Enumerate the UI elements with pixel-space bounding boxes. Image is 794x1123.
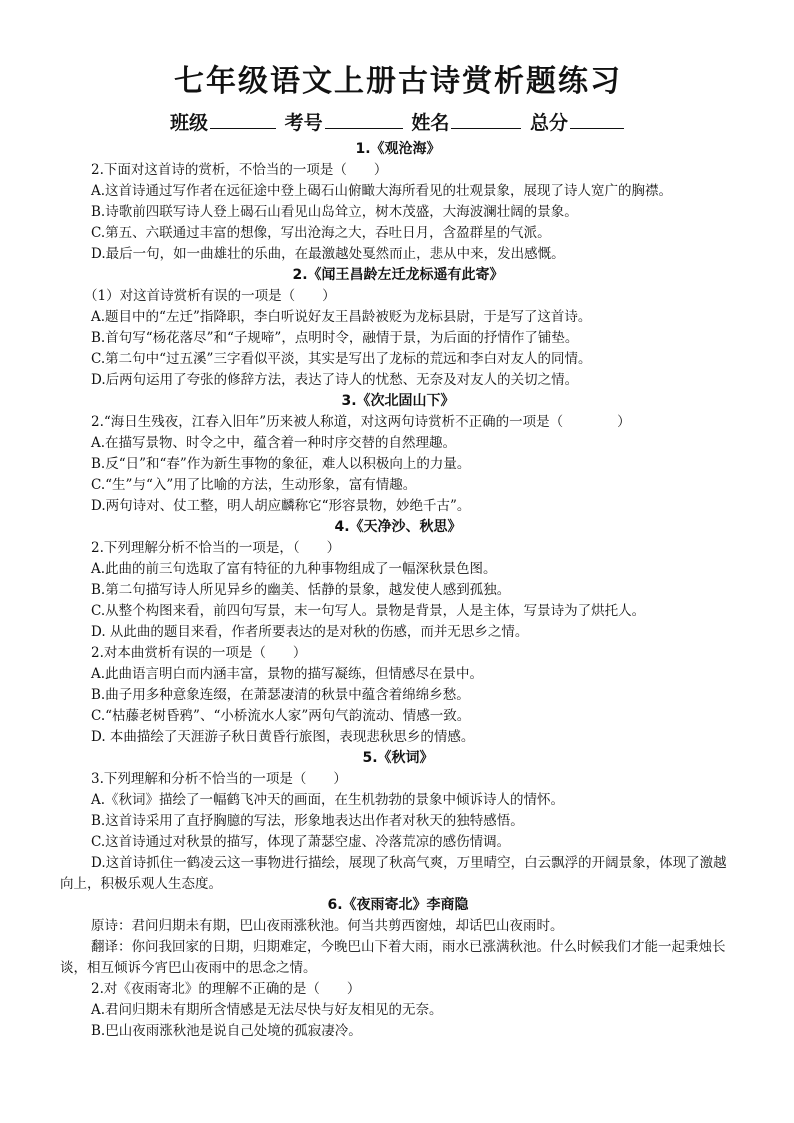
- option-b: B.第二句描写诗人所见异乡的幽美、恬静的景象，越发使人感到孤独。: [91, 582, 511, 598]
- option-c: C.从整个构图来看，前四句写景，末一句写人。景物是背景，人是主体，写景诗为了烘托人。: [91, 603, 646, 619]
- section-title: 1.《观沧海》: [355, 141, 441, 157]
- number-blank: [325, 108, 403, 129]
- option-b: B.首句写“杨花落尽”和“子规啼”，点明时令，融情于景，为后面的抒情作了铺垫。: [91, 330, 579, 346]
- option-c: C.这首诗通过对秋景的描写，体现了萧瑟空虚、冷落荒凉的感伤情调。: [91, 834, 511, 850]
- translation: 翻译：你问我回家的日期，归期难定，今晚巴山下着大雨，雨水已涨满秋池。什么时候我们才能一起秉烛长谈，相互倾诉今宵巴山夜雨中的思念之情。: [60, 939, 726, 976]
- option-c: C.第五、六联通过丰富的想像，写出沧海之大，吞吐日月，含盈群星的气派。: [91, 225, 551, 241]
- score-label: 总分: [529, 112, 568, 134]
- option-a: A.此曲的前三句选取了富有特征的九种事物组成了一幅深秋景色图。: [91, 561, 497, 577]
- class-blank: [210, 108, 276, 129]
- original-poem: 原诗：君问归期未有期，巴山夜雨涨秋池。何当共剪西窗烛，却话巴山夜雨时。: [91, 918, 564, 934]
- section-title: 2.《闻王昌龄左迁龙标遥有此寄》: [292, 267, 504, 283]
- option-d: D.最后一句，如一曲雄壮的乐曲，在最激越处戛然而止，悲从中来，发出感慨。: [91, 246, 565, 262]
- option-b: B.曲子用多种意象连缀，在萧瑟凄清的秋景中蕴含着绵绵乡愁。: [91, 687, 470, 703]
- option-c: C.第二句中“过五溪”三字看似平淡，其实是写出了龙标的荒远和李白对友人的同情。: [91, 351, 592, 367]
- question-stem: 2.下面对这首诗的赏析，不恰当的一项是（ ）: [91, 162, 388, 178]
- score-blank: [570, 108, 624, 129]
- option-a: A.题目中的“左迁”指降职，李白听说好友王昌龄被贬为龙标县尉，于是写了这首诗。: [91, 309, 592, 325]
- option-d: D.这首诗抓住一鹤凌云这一事物进行描绘，展现了秋高气爽，万里晴空，白云飘浮的开阔景象，体现了激越向上，积极乐观人生态度。: [60, 855, 727, 892]
- option-c: C.“生”与“入”用了比喻的方法，生动形象，富有情趣。: [91, 477, 417, 493]
- question-stem: 2.“海日生残夜，江春入旧年”历来被人称道，对这两句诗赏析不正确的一项是（ ）: [91, 414, 631, 430]
- section-ye-yu-ji-bei: [60, 895, 736, 1042]
- option-a: A.在描写景物、时令之中，蕴含着一种时序交替的自然理趣。: [91, 435, 457, 451]
- section-title: 3.《次北固山下》: [341, 393, 455, 409]
- section-guan-cang-hai: [60, 139, 736, 265]
- section-title: 5.《秋词》: [362, 750, 434, 766]
- question-stem: 3.下列理解和分析不恰当的一项是（ ）: [91, 771, 347, 787]
- student-info-line: [60, 108, 736, 137]
- section-wen-wang-chang-ling: [60, 265, 736, 391]
- class-label: 班级: [170, 112, 209, 134]
- worksheet-page: [60, 62, 736, 1042]
- name-blank: [451, 108, 521, 129]
- option-a: A.君问归期未有期所含情感是无法尽快与好友相见的无奈。: [91, 1002, 443, 1018]
- section-title: 4.《天净沙、秋思》: [334, 519, 462, 535]
- option-a: A.《秋词》描绘了一幅鹤飞冲天的画面，在生机勃勃的景象中倾诉诗人的情怀。: [91, 792, 565, 808]
- option-b: B.巴山夜雨涨秋池是说自己处境的孤寂凄冷。: [91, 1023, 362, 1039]
- section-title: 6.《夜雨寄北》李商隐: [327, 897, 469, 913]
- page-title: 七年级语文上册古诗赏析题练习: [174, 64, 622, 99]
- option-d: D.两句诗对、仗工整，明人胡应麟称它“形容景物，妙绝千古”。: [91, 498, 471, 514]
- option-d: D.后两句运用了夸张的修辞方法，表达了诗人的忧愁、无奈及对友人的关切之情。: [91, 372, 579, 388]
- section-tian-jing-sha: [60, 517, 736, 748]
- option-b: B.诗歌前四联写诗人登上碣石山看见山岛耸立，树木茂盛，大海波澜壮阔的景象。: [91, 204, 578, 220]
- option-b: B.这首诗采用了直抒胸臆的写法，形象地表达出作者对秋天的独特感悟。: [91, 813, 524, 829]
- option-d: D. 本曲描绘了天涯游子秋日黄昏行旅图，表现悲秋思乡的情感。: [91, 729, 475, 745]
- number-label: 考号: [284, 112, 323, 134]
- name-label: 姓名: [411, 112, 450, 134]
- section-ci-bei-gu-shan: [60, 391, 736, 517]
- question-stem: 2.对本曲赏析有误的一项是（ ）: [91, 645, 307, 661]
- option-a: A.这首诗通过写作者在远征途中登上碣石山俯瞰大海所看见的壮观景象，展现了诗人宽广的胸襟。: [91, 183, 673, 199]
- option-b: B.反“日”和“春”作为新生事物的象征，难人以积极向上的力量。: [91, 456, 471, 472]
- option-c: C.“枯藤老树昏鸦”、“小桥流水人家”两句气韵流动、情感一致。: [91, 708, 471, 724]
- option-d: D. 从此曲的题目来看，作者所要表达的是对秋的伤感，而并无思乡之情。: [91, 624, 529, 640]
- question-stem: （1）对这首诗赏析有误的一项是（ ）: [84, 288, 336, 304]
- question-stem: 2.对《夜雨寄北》的理解不正确的是（ ）: [91, 981, 361, 997]
- question-stem: 2.下列理解分析不恰当的一项是，（ ）: [91, 540, 341, 556]
- option-a: A.此曲语言明白而内涵丰富，景物的描写凝练，但情感尽在景中。: [91, 666, 484, 682]
- section-qiu-ci: [60, 748, 736, 895]
